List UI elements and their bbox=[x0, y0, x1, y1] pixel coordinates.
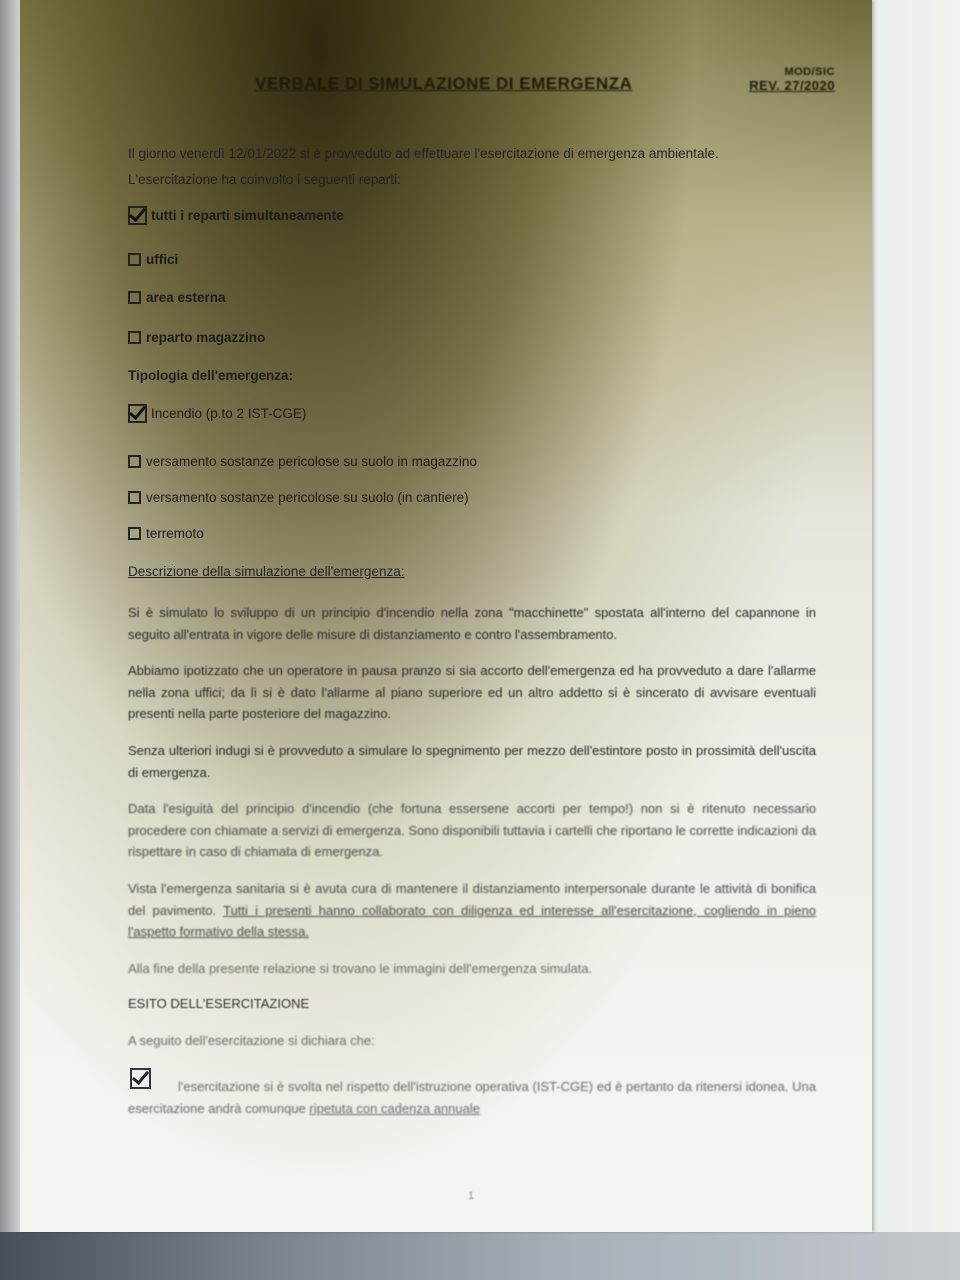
reparto-option-label: tutti i reparti simultaneamente bbox=[151, 208, 344, 223]
descrizione-title: Descrizione della simulazione dell'emergenza: bbox=[128, 564, 405, 579]
tipologia-option-label: versamento sostanze pericolose su suolo in magazzino bbox=[146, 454, 477, 469]
tipologia-label: Tipologia dell'emergenza: bbox=[128, 368, 293, 383]
tipologia-option-terremoto[interactable] bbox=[128, 526, 204, 541]
intro-line-1: Il giorno venerdì 12/01/2022 si è provveduto ad effettuare l'esercitazione di emergenza ambientale. bbox=[128, 146, 719, 161]
paragraph-2: Abbiamo ipotizzato che un operatore in pausa pranzo si sia accorto dell'emergenza ed ha provveduto a dare l'allarme nella zona uffici; da lì si è dato l'allarme al piano superiore ed un altro addetto si è sincerato di avvisare eventuali presenti nella parte posteriore del magazzino. bbox=[128, 663, 816, 721]
reparto-option-magazzino[interactable] bbox=[128, 330, 265, 345]
document-code: MOD/SIC bbox=[784, 66, 835, 78]
paragraph-3: Senza ulteriori indugi si è provveduto a simulare lo spegnimento per mezzo dell'estintore posto in prossimità dell'uscita di emergenza. bbox=[128, 743, 816, 780]
paragraph-6: Alla fine della presente relazione si trovano le immagini dell'emergenza simulata. bbox=[128, 961, 593, 976]
paragraph-4: Data l'esiguità del principio d'incendio (che fortuna essersene accorti per tempo!) non si è ritenuto necessario procedere con chiamate a servizi di emergenza. Sono disponibili tuttavia i cartelli che riportano le corrette indicazioni da rispettare in caso di chiamata di emergenza. bbox=[128, 801, 816, 859]
checkbox-empty-icon bbox=[128, 527, 141, 540]
checkbox-empty-icon bbox=[128, 455, 141, 468]
paragraph-5-underlined: Tutti i presenti hanno collaborato con diligenza ed interesse all'esercitazione, cogliendo in pieno l'aspetto formativo della stessa. bbox=[128, 902, 816, 939]
document-page bbox=[20, 0, 872, 1232]
document-title: VERBALE DI SIMULAZIONE DI EMERGENZA bbox=[255, 74, 633, 93]
intro-line-2: L'esercitazione ha coinvolto i seguenti reparti: bbox=[128, 172, 401, 187]
checkbox-checked-icon bbox=[128, 404, 147, 423]
reparto-option-area-esterna[interactable] bbox=[128, 290, 226, 305]
paragraph-1: Si è simulato lo sviluppo di un principio d'incendio nella zona "macchinette" spostata all'interno del capannone in seguito all'entrata in vigore delle misure di distanziamento e contro l'assembramento. bbox=[128, 605, 816, 642]
reparto-option-label: uffici bbox=[146, 252, 179, 267]
checkbox-empty-icon bbox=[128, 491, 141, 504]
tipologia-option-label: versamento sostanze pericolose su suolo (in cantiere) bbox=[146, 490, 469, 505]
esito-statement-text: l'esercitazione si è svolta nel rispetto dell'istruzione operativa (IST-CGE) ed è pertanto da ritenersi idonea. Una esercitazione andrà comunque bbox=[128, 1079, 816, 1116]
tipologia-option-versamento-cantiere[interactable] bbox=[128, 490, 469, 505]
desk-background bbox=[0, 1232, 960, 1280]
document-code-block bbox=[749, 66, 835, 92]
reparto-option-uffici[interactable] bbox=[128, 252, 178, 267]
tipologia-option-label: Incendio (p.to 2 IST-CGE) bbox=[151, 406, 307, 421]
page-number: 1 bbox=[468, 1190, 475, 1202]
esito-intro: A seguito dell'esercitazione si dichiara che: bbox=[128, 1033, 375, 1048]
checkbox-empty-icon bbox=[128, 331, 141, 344]
tipologia-option-incendio[interactable] bbox=[128, 404, 306, 423]
checkbox-empty-icon bbox=[128, 253, 141, 266]
paragraph-5-text: Vista l'emergenza sanitaria si è avuta cura di mantenere il distanziamento interpersonale durante le attività di bonifica del pavimento. bbox=[128, 881, 816, 918]
esito-statement-underlined: ripetuta con cadenza annuale bbox=[309, 1100, 480, 1116]
reparto-option-tutti[interactable] bbox=[128, 206, 344, 225]
reparto-option-label: area esterna bbox=[146, 290, 226, 305]
checkbox-checked-icon bbox=[128, 206, 147, 225]
tipologia-option-label: terremoto bbox=[146, 526, 204, 541]
esito-title: ESITO DELL'ESERCITAZIONE bbox=[128, 996, 310, 1011]
checkbox-empty-icon bbox=[128, 291, 141, 304]
document-revision: REV. 27/2020 bbox=[749, 78, 835, 93]
paragraph-5 bbox=[128, 878, 816, 943]
tipologia-option-versamento-magazzino[interactable] bbox=[128, 454, 477, 469]
reparto-option-label: reparto magazzino bbox=[146, 330, 266, 345]
esito-statement bbox=[128, 1076, 816, 1119]
document-header bbox=[255, 66, 835, 96]
